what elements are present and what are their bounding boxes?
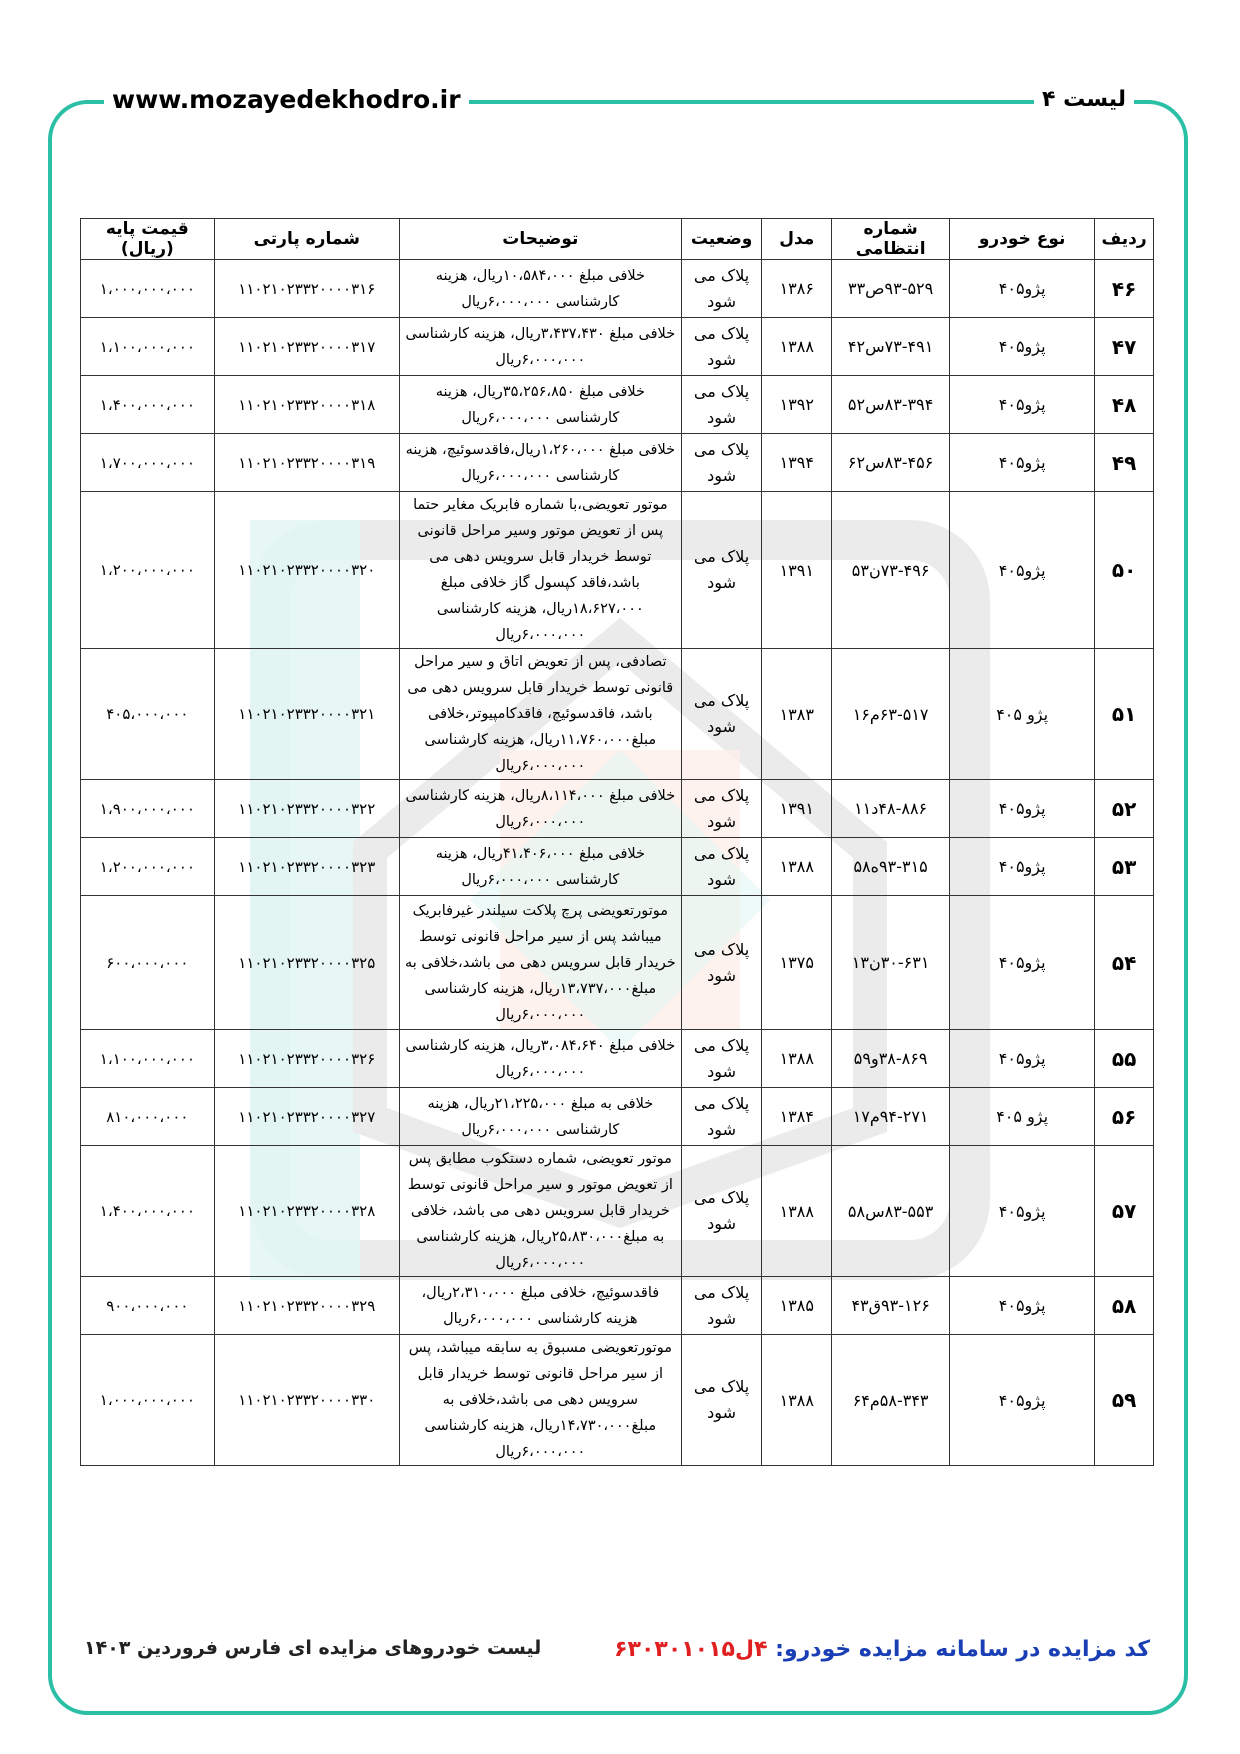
cell-part: ۱۱۰۲۱۰۲۳۳۲۰۰۰۰۳۳۰ [214, 1335, 399, 1466]
cell-price: ۴۰۵،۰۰۰،۰۰۰ [81, 649, 215, 780]
cell-type: پژو۴۰۵ [950, 1277, 1095, 1335]
cell-type: پژو۴۰۵ [950, 780, 1095, 838]
table-row [81, 649, 1154, 780]
cell-price: ۸۱۰،۰۰۰،۰۰۰ [81, 1088, 215, 1146]
table-row [81, 260, 1154, 318]
cell-desc: خلافی مبلغ ۱۰،۵۸۴،۰۰۰ریال، هزینه کارشناسی ۶،۰۰۰،۰۰۰ریال [399, 260, 681, 318]
cell-desc: خلافی مبلغ ۳،۴۳۷،۴۳۰ریال، هزینه کارشناسی ۶،۰۰۰،۰۰۰ریال [399, 318, 681, 376]
cell-index: ۵۱ [1095, 649, 1154, 780]
cell-status: پلاک می شود [681, 896, 762, 1030]
cell-index: ۴۷ [1095, 318, 1154, 376]
cell-part: ۱۱۰۲۱۰۲۳۳۲۰۰۰۰۳۲۰ [214, 492, 399, 649]
cell-type: پژو۴۰۵ [950, 1146, 1095, 1277]
cell-serial: ۹۳-۵۲۹ص۳۳ [832, 260, 950, 318]
header-part: شماره پارتی [214, 219, 399, 260]
cell-model: ۱۳۹۱ [762, 780, 832, 838]
header-model: مدل [762, 219, 832, 260]
table-row [81, 896, 1154, 1030]
vehicle-table [80, 218, 1154, 1466]
cell-price: ۱،۱۰۰،۰۰۰،۰۰۰ [81, 1030, 215, 1088]
cell-model: ۱۳۸۵ [762, 1277, 832, 1335]
cell-status: پلاک می شود [681, 1277, 762, 1335]
table-row [81, 1146, 1154, 1277]
cell-serial: ۳۰-۶۳۱ن۱۳ [832, 896, 950, 1030]
cell-desc: خلافی مبلغ ۴۱،۴۰۶،۰۰۰ریال، هزینه کارشناسی ۶،۰۰۰،۰۰۰ریال [399, 838, 681, 896]
cell-status: پلاک می شود [681, 376, 762, 434]
cell-index: ۴۹ [1095, 434, 1154, 492]
table-row [81, 838, 1154, 896]
cell-desc: موتورتعویضی پرچ پلاکت سیلندر غیرفابریک میباشد پس از سیر مراحل قانونی توسط خریدار قابل سرویس دهی می باشد،خلافی به مبلغ۱۳،۷۳۷،۰۰۰ریال، هزینه کارشناسی ۶،۰۰۰،۰۰۰ریال [399, 896, 681, 1030]
cell-serial: ۹۳-۱۲۶ق۴۳ [832, 1277, 950, 1335]
cell-index: ۵۳ [1095, 838, 1154, 896]
table-header-row [81, 219, 1154, 260]
table-row [81, 376, 1154, 434]
cell-price: ۱،۰۰۰،۰۰۰،۰۰۰ [81, 1335, 215, 1466]
cell-index: ۵۸ [1095, 1277, 1154, 1335]
cell-type: پژو۴۰۵ [950, 492, 1095, 649]
cell-status: پلاک می شود [681, 1335, 762, 1466]
cell-price: ۱،۴۰۰،۰۰۰،۰۰۰ [81, 1146, 215, 1277]
cell-part: ۱۱۰۲۱۰۲۳۳۲۰۰۰۰۳۲۹ [214, 1277, 399, 1335]
footer-title: لیست خودروهای مزایده ای فارس فروردین ۱۴۰۳ [84, 1637, 542, 1659]
cell-part: ۱۱۰۲۱۰۲۳۳۲۰۰۰۰۳۲۵ [214, 896, 399, 1030]
cell-type: پژو۴۰۵ [950, 896, 1095, 1030]
cell-status: پلاک می شود [681, 780, 762, 838]
cell-model: ۱۳۸۸ [762, 318, 832, 376]
cell-type: پژو۴۰۵ [950, 838, 1095, 896]
cell-status: پلاک می شود [681, 838, 762, 896]
table-row [81, 1277, 1154, 1335]
cell-serial: ۹۳-۳۱۵ه۵۸ [832, 838, 950, 896]
cell-price: ۱،۷۰۰،۰۰۰،۰۰۰ [81, 434, 215, 492]
cell-model: ۱۳۸۳ [762, 649, 832, 780]
cell-desc: موتور تعویضی،با شماره فابریک مغایر حتما پس از تعویض موتور وسیر مراحل قانونی توسط خریدار قابل سرویس دهی می باشد،فاقد کپسول گاز خلافی مبلغ ۱۸،۶۲۷،۰۰۰ریال، هزینه کارشناسی ۶،۰۰۰،۰۰۰ریال [399, 492, 681, 649]
cell-index: ۵۴ [1095, 896, 1154, 1030]
cell-model: ۱۳۹۲ [762, 376, 832, 434]
cell-price: ۱،۱۰۰،۰۰۰،۰۰۰ [81, 318, 215, 376]
cell-model: ۱۳۸۸ [762, 838, 832, 896]
header-desc: توضیحات [399, 219, 681, 260]
cell-price: ۹۰۰،۰۰۰،۰۰۰ [81, 1277, 215, 1335]
cell-type: پژو ۴۰۵ [950, 1088, 1095, 1146]
cell-serial: ۸۳-۵۵۳س۵۸ [832, 1146, 950, 1277]
header-serial: شماره انتظامی [832, 219, 950, 260]
cell-part: ۱۱۰۲۱۰۲۳۳۲۰۰۰۰۳۲۶ [214, 1030, 399, 1088]
cell-model: ۱۳۸۸ [762, 1030, 832, 1088]
cell-serial: ۴۸-۸۸۶د۱۱ [832, 780, 950, 838]
cell-index: ۵۵ [1095, 1030, 1154, 1088]
cell-price: ۱،۲۰۰،۰۰۰،۰۰۰ [81, 492, 215, 649]
cell-serial: ۸۳-۴۵۶س۶۲ [832, 434, 950, 492]
cell-status: پلاک می شود [681, 318, 762, 376]
cell-desc: خلافی مبلغ ۳۵،۲۵۶،۸۵۰ریال، هزینه کارشناسی ۶،۰۰۰،۰۰۰ریال [399, 376, 681, 434]
cell-type: پژو۴۰۵ [950, 318, 1095, 376]
table-row [81, 780, 1154, 838]
cell-part: ۱۱۰۲۱۰۲۳۳۲۰۰۰۰۳۲۷ [214, 1088, 399, 1146]
cell-part: ۱۱۰۲۱۰۲۳۳۲۰۰۰۰۳۲۱ [214, 649, 399, 780]
cell-model: ۱۳۷۵ [762, 896, 832, 1030]
auction-code-label: کد مزایده در سامانه مزایده خودرو: [775, 1637, 1150, 1662]
cell-index: ۵۰ [1095, 492, 1154, 649]
table-body [81, 260, 1154, 1466]
cell-index: ۵۷ [1095, 1146, 1154, 1277]
table-row [81, 492, 1154, 649]
cell-status: پلاک می شود [681, 1088, 762, 1146]
auction-code-value: ۴ل۶۳۰۳۰۱۰۱۵ [614, 1637, 768, 1662]
cell-price: ۱،۰۰۰،۰۰۰،۰۰۰ [81, 260, 215, 318]
cell-price: ۱،۴۰۰،۰۰۰،۰۰۰ [81, 376, 215, 434]
cell-index: ۴۸ [1095, 376, 1154, 434]
cell-price: ۶۰۰،۰۰۰،۰۰۰ [81, 896, 215, 1030]
cell-part: ۱۱۰۲۱۰۲۳۳۲۰۰۰۰۳۲۲ [214, 780, 399, 838]
cell-desc: خلافی مبلغ ۸،۱۱۴،۰۰۰ریال، هزینه کارشناسی ۶،۰۰۰،۰۰۰ریال [399, 780, 681, 838]
cell-part: ۱۱۰۲۱۰۲۳۳۲۰۰۰۰۳۱۸ [214, 376, 399, 434]
cell-part: ۱۱۰۲۱۰۲۳۳۲۰۰۰۰۳۲۳ [214, 838, 399, 896]
cell-part: ۱۱۰۲۱۰۲۳۳۲۰۰۰۰۳۱۶ [214, 260, 399, 318]
cell-type: پژو۴۰۵ [950, 434, 1095, 492]
header-type: نوع خودرو [950, 219, 1095, 260]
header-status: وضعیت [681, 219, 762, 260]
cell-type: پژو۴۰۵ [950, 1335, 1095, 1466]
cell-status: پلاک می شود [681, 492, 762, 649]
cell-model: ۱۳۸۶ [762, 260, 832, 318]
cell-index: ۴۶ [1095, 260, 1154, 318]
table-row [81, 1088, 1154, 1146]
list-number: لیست ۴ [1034, 82, 1134, 118]
cell-model: ۱۳۹۱ [762, 492, 832, 649]
auction-code [614, 1637, 1150, 1662]
cell-price: ۱،۲۰۰،۰۰۰،۰۰۰ [81, 838, 215, 896]
cell-index: ۵۹ [1095, 1335, 1154, 1466]
table-row [81, 1030, 1154, 1088]
cell-type: پژو ۴۰۵ [950, 649, 1095, 780]
cell-type: پژو۴۰۵ [950, 1030, 1095, 1088]
cell-status: پلاک می شود [681, 1030, 762, 1088]
cell-serial: ۳۸-۸۶۹و۵۹ [832, 1030, 950, 1088]
table-row [81, 1335, 1154, 1466]
cell-desc: خلافی مبلغ ۳،۰۸۴،۶۴۰ریال، هزینه کارشناسی ۶،۰۰۰،۰۰۰ریال [399, 1030, 681, 1088]
table-row [81, 434, 1154, 492]
cell-part: ۱۱۰۲۱۰۲۳۳۲۰۰۰۰۳۲۸ [214, 1146, 399, 1277]
cell-status: پلاک می شود [681, 260, 762, 318]
cell-serial: ۹۴-۲۷۱م۱۷ [832, 1088, 950, 1146]
cell-status: پلاک می شود [681, 434, 762, 492]
cell-model: ۱۳۹۴ [762, 434, 832, 492]
cell-index: ۵۶ [1095, 1088, 1154, 1146]
cell-type: پژو۴۰۵ [950, 260, 1095, 318]
cell-desc: تصادفی، پس از تعویض اتاق و سیر مراحل قانونی توسط خریدار قابل سرویس دهی می باشد، فاقدسوئیچ، فاقدکامپیوتر،خلافی مبلغ۱۱،۷۶۰،۰۰۰ریال، هزینه کارشناسی ۶،۰۰۰،۰۰۰ریال [399, 649, 681, 780]
cell-serial: ۷۳-۴۹۶ن۵۳ [832, 492, 950, 649]
cell-part: ۱۱۰۲۱۰۲۳۳۲۰۰۰۰۳۱۹ [214, 434, 399, 492]
cell-model: ۱۳۸۴ [762, 1088, 832, 1146]
cell-desc: خلافی به مبلغ ۲۱،۲۲۵،۰۰۰ریال، هزینه کارشناسی ۶،۰۰۰،۰۰۰ریال [399, 1088, 681, 1146]
header-index: ردیف [1095, 219, 1154, 260]
cell-desc: موتور تعویضی، شماره دستکوب مطابق پس از تعویض موتور و سیر مراحل قانونی توسط خریدار قابل سرویس دهی می باشد، خلافی به مبلغ۲۵،۸۳۰،۰۰۰ریال، هزینه کارشناسی ۶،۰۰۰،۰۰۰ریال [399, 1146, 681, 1277]
cell-serial: ۵۸-۳۴۳م۶۴ [832, 1335, 950, 1466]
cell-model: ۱۳۸۸ [762, 1146, 832, 1277]
cell-price: ۱،۹۰۰،۰۰۰،۰۰۰ [81, 780, 215, 838]
cell-serial: ۶۳-۵۱۷م۱۶ [832, 649, 950, 780]
cell-serial: ۸۳-۳۹۴س۵۲ [832, 376, 950, 434]
cell-type: پژو۴۰۵ [950, 376, 1095, 434]
cell-serial: ۷۳-۴۹۱س۴۲ [832, 318, 950, 376]
cell-model: ۱۳۸۸ [762, 1335, 832, 1466]
header-price: قیمت پایه (ریال) [81, 219, 215, 260]
cell-part: ۱۱۰۲۱۰۲۳۳۲۰۰۰۰۳۱۷ [214, 318, 399, 376]
cell-desc: خلافی مبلغ ۱،۲۶۰،۰۰۰ریال،فاقدسوئیچ، هزینه کارشناسی ۶،۰۰۰،۰۰۰ریال [399, 434, 681, 492]
cell-status: پلاک می شود [681, 1146, 762, 1277]
site-url[interactable]: www.mozayedekhodro.ir [104, 82, 469, 118]
table-row [81, 318, 1154, 376]
cell-desc: فاقدسوئیچ، خلافی مبلغ ۲،۳۱۰،۰۰۰ریال، هزینه کارشناسی ۶،۰۰۰،۰۰۰ریال [399, 1277, 681, 1335]
cell-index: ۵۲ [1095, 780, 1154, 838]
cell-desc: موتورتعویضی مسبوق به سابقه میباشد، پس از سیر مراحل قانونی توسط خریدار قابل سرویس دهی می باشد،خلافی به مبلغ۱۴،۷۳۰،۰۰۰ریال، هزینه کارشناسی ۶،۰۰۰،۰۰۰ریال [399, 1335, 681, 1466]
cell-status: پلاک می شود [681, 649, 762, 780]
